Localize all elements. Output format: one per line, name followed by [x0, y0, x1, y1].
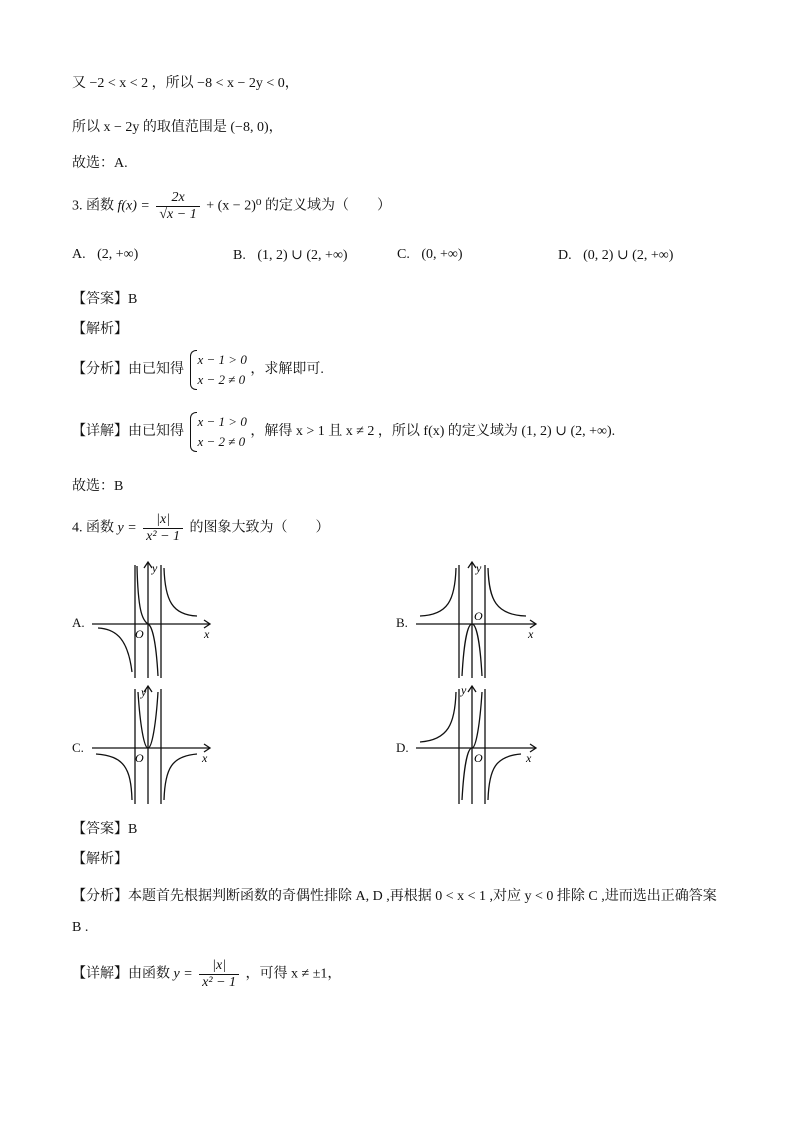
q4-numerator: |x|	[143, 512, 183, 529]
q3-fenxi-system	[188, 350, 247, 390]
system-row: x − 1 > 0	[197, 352, 247, 367]
q4-denominator: x² − 1	[146, 529, 181, 544]
graph-d-x-label: x	[526, 751, 532, 765]
q3-xiangjie	[72, 412, 615, 452]
graph-d-y-label: y	[461, 684, 467, 697]
q3-option-a	[72, 247, 138, 263]
q3-xiangjie-system	[188, 412, 247, 452]
q4-answer: 【答案】B	[72, 822, 138, 837]
q3-answer: 【答案】B	[72, 292, 138, 307]
option-label: C.	[397, 247, 410, 262]
graph-b-label: B.	[396, 615, 408, 630]
q3-fenxi	[72, 350, 324, 390]
q3-denominator: √x − 1	[159, 207, 197, 222]
q4-fraction	[143, 512, 183, 545]
q4-tail: 的图象大致为（ ）	[189, 520, 330, 536]
q4-xiangjie-tail: ，可得 x ≠ ±1，	[245, 966, 342, 982]
q3-fraction	[156, 190, 199, 223]
option-text: (1, 2) ∪ (2, +∞)	[257, 248, 348, 263]
q4-xiangjie-y: y =	[173, 966, 193, 982]
q3-fenxi-prefix: 【分析】由已知得	[72, 362, 184, 378]
system-row: x − 1 > 0	[197, 414, 247, 429]
question-4-number: 4. 函数	[72, 520, 114, 536]
graph-c-origin: O	[135, 751, 144, 765]
option-label: D.	[558, 248, 572, 263]
q4-xiangjie-fraction	[199, 958, 239, 991]
graph-a-origin: O	[135, 627, 144, 641]
solution-line-2: 所以 x − 2y 的取值范围是 (−8, 0)，	[72, 120, 283, 135]
q4-y-equals: y =	[117, 520, 137, 536]
q3-numerator: 2x	[156, 190, 199, 207]
graph-a	[92, 560, 222, 680]
graph-b-x-label: x	[528, 627, 534, 641]
q4-xiangjie-prefix: 【详解】由函数	[72, 966, 170, 982]
graph-d-origin: O	[474, 751, 483, 765]
option-label: B.	[233, 248, 246, 263]
graph-c-label: C.	[72, 740, 84, 755]
option-text: (0, +∞)	[421, 247, 463, 262]
system-row: x − 2 ≠ 0	[197, 372, 246, 387]
question-3-number: 3. 函数	[72, 198, 114, 214]
graph-a-x-label: x	[204, 627, 210, 641]
graph-c	[92, 684, 222, 806]
graph-d	[416, 684, 556, 806]
graph-c-y-label: y	[141, 685, 147, 699]
solution-choice: 故选：A.	[72, 156, 128, 171]
q3-option-d	[558, 247, 673, 264]
q4-xiangjie-denominator: x² − 1	[202, 975, 237, 990]
option-text: (2, +∞)	[97, 247, 139, 262]
option-label: A.	[72, 247, 86, 262]
solution-line-1: 又 −2 < x < 2 ，所以 −8 < x − 2y < 0，	[72, 76, 299, 91]
q3-fenxi-tail: ，求解即可.	[250, 362, 324, 378]
graph-a-label: A.	[72, 615, 85, 630]
graph-c-x-label: x	[202, 751, 208, 765]
question-4	[72, 512, 330, 545]
q3-option-c	[397, 247, 463, 263]
q3-tail: + (x − 2)⁰ 的定义域为（ ）	[206, 198, 391, 214]
q4-xiangjie	[72, 958, 341, 991]
graph-a-y-label: y	[152, 561, 158, 575]
graph-b-y-label: y	[476, 561, 482, 575]
q3-xiangjie-prefix: 【详解】由已知得	[72, 424, 184, 440]
q4-fenxi-line-2: B .	[72, 920, 89, 935]
q4-analysis-heading: 【解析】	[72, 852, 128, 867]
graph-d-label: D.	[396, 740, 409, 755]
option-text: (0, 2) ∪ (2, +∞)	[583, 248, 674, 263]
q3-analysis-heading: 【解析】	[72, 322, 128, 337]
graph-b-origin: O	[474, 609, 483, 623]
q4-fenxi-line-1: 【分析】本题首先根据判断函数的奇偶性排除 A, D ,再根据 0 < x < 1 ,对应 y < 0 排除 C ,进而选出正确答案	[72, 889, 717, 904]
q3-option-b	[233, 247, 348, 264]
q3-choice: 故选：B	[72, 479, 124, 494]
q3-xiangjie-tail: ，解得 x > 1 且 x ≠ 2 ，所以 f(x) 的定义域为 (1, 2) ∪ (2, +∞).	[250, 424, 616, 440]
graph-b	[416, 560, 556, 680]
question-3	[72, 190, 391, 223]
q4-xiangjie-numerator: |x|	[199, 958, 239, 975]
system-row: x − 2 ≠ 0	[197, 434, 246, 449]
q3-function-name: f(x) =	[117, 198, 150, 214]
